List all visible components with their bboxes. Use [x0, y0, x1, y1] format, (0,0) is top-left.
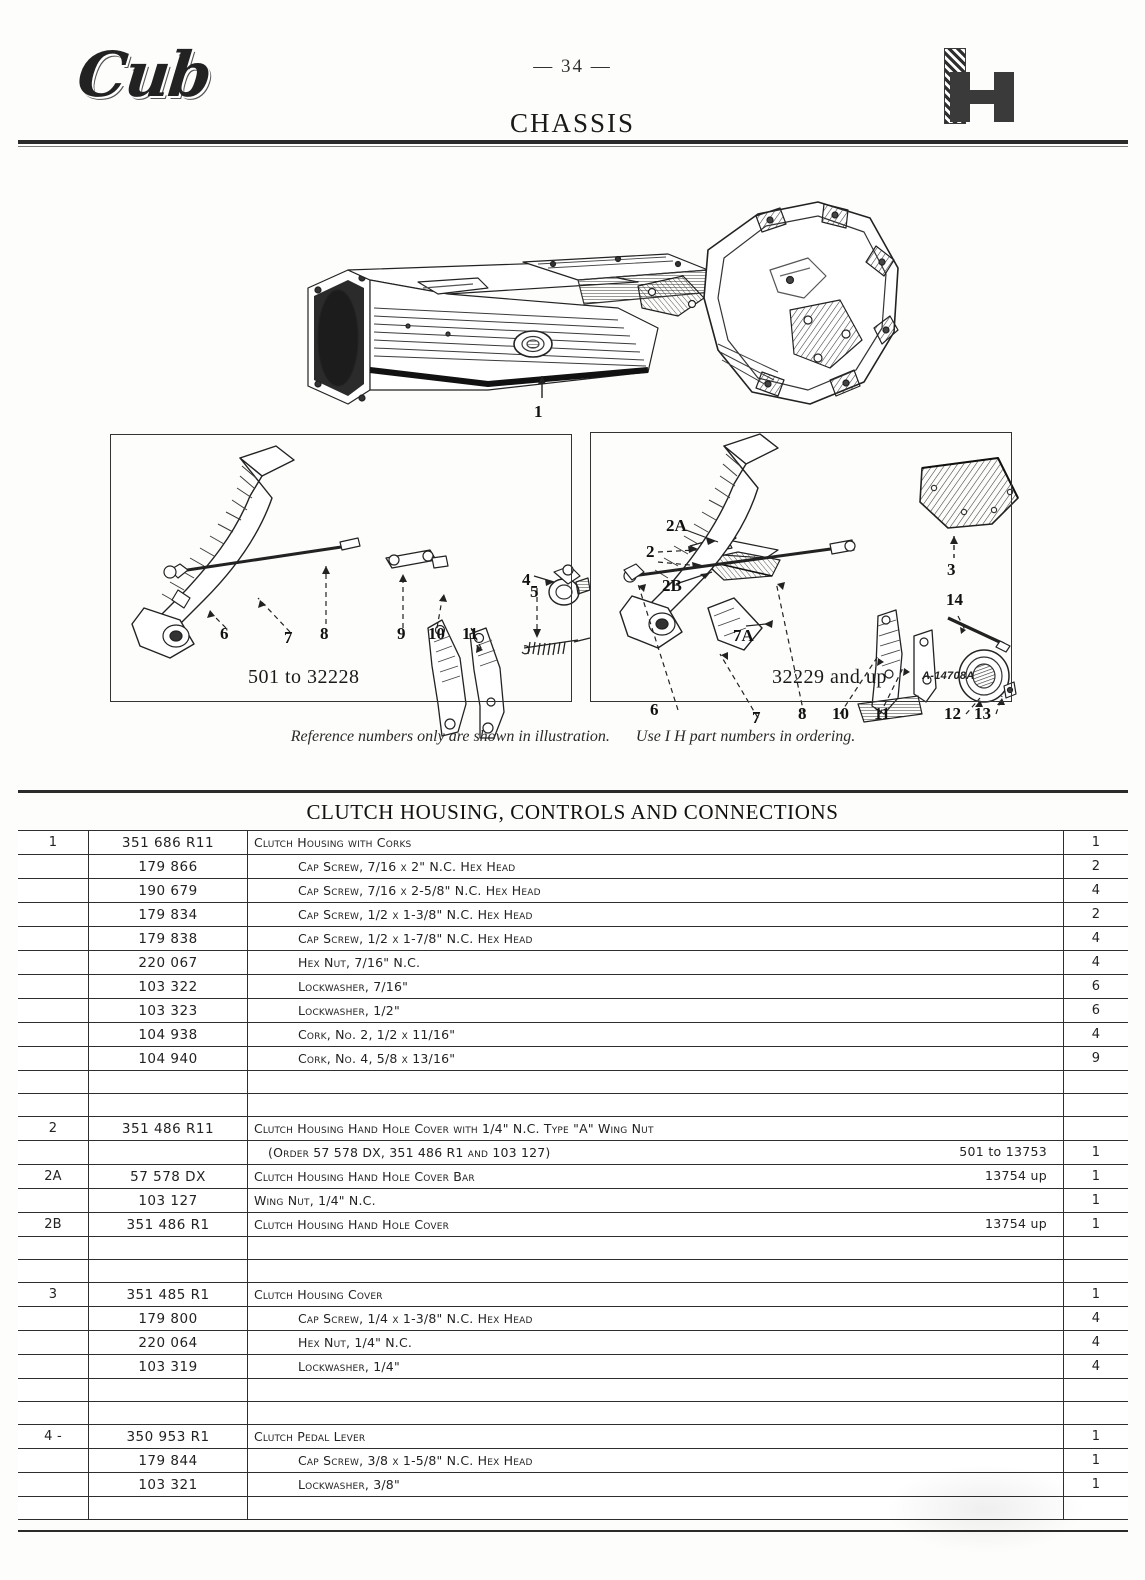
cell-description	[248, 1283, 1064, 1307]
description-text: Clutch Housing Hand Hole Cover Bar	[254, 1169, 475, 1184]
detail-box-early-label: 501 to 32228	[248, 666, 360, 688]
callout-7a: 7A	[733, 626, 754, 645]
cell-part-number: 351 486 R1	[89, 1213, 248, 1237]
cell-description	[248, 1094, 1064, 1117]
callout-5: 5	[530, 582, 539, 601]
cell-quantity: 1	[1064, 1449, 1129, 1473]
cell-quantity	[1064, 1402, 1129, 1425]
table-row	[18, 999, 1128, 1023]
table-row	[18, 1047, 1128, 1071]
cell-quantity	[1064, 1260, 1129, 1283]
cell-part-number	[89, 1094, 248, 1117]
cell-part-number: 57 578 DX	[89, 1165, 248, 1189]
cell-reference-number	[18, 1023, 89, 1047]
description-text: Cap Screw, 1/2 x 1-7/8" N.C. Hex Head	[298, 931, 533, 946]
table-row	[18, 879, 1128, 903]
table-bottom-divider	[18, 1530, 1128, 1532]
cell-description	[248, 1213, 1064, 1237]
cell-description	[248, 1141, 1064, 1165]
cell-description	[248, 1237, 1064, 1260]
cell-description	[248, 903, 1064, 927]
cell-description	[248, 975, 1064, 999]
callout-14: 14	[946, 590, 963, 609]
cell-reference-number	[18, 951, 89, 975]
callout-13: 13	[974, 704, 991, 723]
cell-description	[248, 855, 1064, 879]
table-row	[18, 1355, 1128, 1379]
cell-part-number: 103 323	[89, 999, 248, 1023]
cell-quantity	[1064, 1379, 1129, 1402]
cell-description	[248, 1355, 1064, 1379]
table-row	[18, 975, 1128, 999]
description-text: Cap Screw, 7/16 x 2" N.C. Hex Head	[298, 859, 516, 874]
callout-9-left: 9	[397, 624, 406, 643]
cell-part-number	[89, 1260, 248, 1283]
cell-part-number: 103 127	[89, 1189, 248, 1213]
cell-reference-number	[18, 1331, 89, 1355]
cell-quantity: 4	[1064, 951, 1129, 975]
cell-reference-number: 3	[18, 1283, 89, 1307]
page-number: — 34 —	[533, 56, 612, 77]
cell-part-number: 104 938	[89, 1023, 248, 1047]
cell-part-number: 104 940	[89, 1047, 248, 1071]
cell-quantity: 2	[1064, 903, 1129, 927]
table-row	[18, 1094, 1128, 1117]
table-row	[18, 1141, 1128, 1165]
cell-part-number: 179 838	[89, 927, 248, 951]
callout-4: 4	[522, 570, 531, 589]
callout-11-left: 11	[462, 624, 479, 643]
cell-description	[248, 1023, 1064, 1047]
cell-part-number: 220 067	[89, 951, 248, 975]
cell-part-number	[89, 1379, 248, 1402]
cell-reference-number	[18, 1449, 89, 1473]
callout-1: 1	[534, 402, 543, 421]
cell-part-number: 350 953 R1	[89, 1425, 248, 1449]
description-text: Cap Screw, 3/8 x 1-5/8" N.C. Hex Head	[298, 1453, 533, 1468]
description-text: (Order 57 578 DX, 351 486 R1 and 103 127)	[268, 1145, 551, 1160]
cell-description	[248, 1331, 1064, 1355]
table-row	[18, 1402, 1128, 1425]
cell-quantity	[1064, 1071, 1129, 1094]
description-text: Clutch Housing Cover	[254, 1287, 383, 1302]
description-text: Clutch Housing with Corks	[254, 835, 412, 850]
cell-quantity: 4	[1064, 879, 1129, 903]
cell-reference-number	[18, 903, 89, 927]
cell-description	[248, 1379, 1064, 1402]
cell-reference-number	[18, 1094, 89, 1117]
description-text: Wing Nut, 1/4" N.C.	[254, 1193, 376, 1208]
description-text: Cork, No. 2, 1/2 x 11/16"	[298, 1027, 456, 1042]
cell-description	[248, 927, 1064, 951]
detail-box-early-serials	[110, 434, 572, 702]
cell-quantity: 1	[1064, 1189, 1129, 1213]
cell-reference-number	[18, 1473, 89, 1497]
cell-reference-number	[18, 879, 89, 903]
cell-reference-number	[18, 1497, 89, 1520]
cell-part-number: 220 064	[89, 1331, 248, 1355]
cell-description	[248, 1260, 1064, 1283]
callout-11-right: 11	[874, 704, 891, 723]
description-text: Lockwasher, 7/16"	[298, 979, 409, 994]
table-row	[18, 1260, 1128, 1283]
callout-6-left: 6	[220, 624, 229, 643]
ih-logo-icon	[944, 48, 1020, 128]
table-row	[18, 927, 1128, 951]
cub-brand-logo: Cub	[74, 38, 214, 111]
callout-2b: 2B	[662, 576, 682, 595]
cell-part-number	[89, 1071, 248, 1094]
parts-table-title: CLUTCH HOUSING, CONTROLS AND CONNECTIONS	[306, 800, 839, 824]
cell-description	[248, 1189, 1064, 1213]
serial-range: 13754 up	[985, 1216, 1047, 1231]
table-row	[18, 1023, 1128, 1047]
figure-note-part2: Use I H part numbers in ordering.	[635, 728, 856, 745]
cell-reference-number: 2B	[18, 1213, 89, 1237]
serial-range: 501 to 13753	[959, 1144, 1047, 1159]
description-text: Lockwasher, 3/8"	[298, 1477, 400, 1492]
parts-table	[18, 830, 1128, 1520]
cell-part-number: 103 319	[89, 1355, 248, 1379]
cell-reference-number	[18, 1379, 89, 1402]
cell-reference-number	[18, 975, 89, 999]
cell-quantity: 6	[1064, 975, 1129, 999]
table-row	[18, 1237, 1128, 1260]
cell-part-number: 179 834	[89, 903, 248, 927]
cell-reference-number	[18, 1071, 89, 1094]
callout-2a: 2A	[666, 516, 687, 535]
table-row	[18, 1425, 1128, 1449]
description-text: Cap Screw, 1/4 x 1-3/8" N.C. Hex Head	[298, 1311, 533, 1326]
table-row	[18, 1165, 1128, 1189]
cell-reference-number: 2	[18, 1117, 89, 1141]
callout-7-right: 7	[752, 708, 761, 727]
table-row	[18, 855, 1128, 879]
description-text: Cork, No. 4, 5/8 x 13/16"	[298, 1051, 456, 1066]
cell-quantity: 4	[1064, 927, 1129, 951]
table-row	[18, 1379, 1128, 1402]
cell-quantity: 4	[1064, 1023, 1129, 1047]
drawing-number: A-14708A	[922, 670, 975, 682]
description-text: Hex Nut, 7/16" N.C.	[298, 955, 421, 970]
callout-8-left: 8	[320, 624, 329, 643]
cell-reference-number	[18, 1189, 89, 1213]
cell-quantity: 1	[1064, 1425, 1129, 1449]
cell-part-number: 351 686 R11	[89, 831, 248, 855]
callout-10-right: 10	[832, 704, 849, 723]
table-row	[18, 1117, 1128, 1141]
description-text: Hex Nut, 1/4" N.C.	[298, 1335, 413, 1350]
scan-smudge	[885, 1464, 1085, 1554]
cell-quantity: 9	[1064, 1047, 1129, 1071]
callout-12: 12	[944, 704, 961, 723]
table-row	[18, 831, 1128, 855]
cell-description	[248, 1117, 1064, 1141]
cell-reference-number	[18, 1141, 89, 1165]
cell-quantity: 1	[1064, 1165, 1129, 1189]
cell-description	[248, 1165, 1064, 1189]
cell-quantity: 1	[1064, 831, 1129, 855]
cell-quantity: 1	[1064, 1473, 1129, 1497]
description-text: Lockwasher, 1/2"	[298, 1003, 400, 1018]
cell-description	[248, 951, 1064, 975]
cell-quantity: 4	[1064, 1355, 1129, 1379]
table-top-divider	[18, 790, 1128, 793]
cell-reference-number: 2A	[18, 1165, 89, 1189]
cell-part-number: 179 844	[89, 1449, 248, 1473]
callout-7-left: 7	[284, 628, 293, 647]
description-text: Clutch Pedal Lever	[254, 1429, 366, 1444]
cell-part-number: 351 485 R1	[89, 1283, 248, 1307]
header-divider	[18, 140, 1128, 144]
cell-reference-number	[18, 855, 89, 879]
cell-reference-number	[18, 1047, 89, 1071]
table-row	[18, 1071, 1128, 1094]
cell-part-number: 190 679	[89, 879, 248, 903]
table-row	[18, 951, 1128, 975]
callout-2: 2	[646, 542, 655, 561]
table-row	[18, 1189, 1128, 1213]
cell-part-number: 103 322	[89, 975, 248, 999]
cell-part-number: 103 321	[89, 1473, 248, 1497]
cell-reference-number	[18, 1402, 89, 1425]
cell-part-number	[89, 1141, 248, 1165]
cell-quantity: 1	[1064, 1213, 1129, 1237]
figure-note	[18, 728, 1128, 746]
serial-range: 13754 up	[985, 1168, 1047, 1183]
table-row	[18, 903, 1128, 927]
description-text: Lockwasher, 1/4"	[298, 1359, 400, 1374]
callout-8-right: 8	[798, 704, 807, 723]
cell-description	[248, 1047, 1064, 1071]
description-text: Clutch Housing Hand Hole Cover with 1/4" N.C. Type "A" Wing Nut	[254, 1121, 654, 1136]
cell-quantity: 4	[1064, 1307, 1129, 1331]
cell-description	[248, 879, 1064, 903]
cell-quantity: 4	[1064, 1331, 1129, 1355]
cell-part-number: 179 800	[89, 1307, 248, 1331]
cell-part-number	[89, 1497, 248, 1520]
cell-description	[248, 999, 1064, 1023]
description-text: Clutch Housing Hand Hole Cover	[254, 1217, 450, 1232]
cell-quantity: 1	[1064, 1141, 1129, 1165]
description-text: Cap Screw, 1/2 x 1-3/8" N.C. Hex Head	[298, 907, 533, 922]
cell-description	[248, 1071, 1064, 1094]
cell-reference-number	[18, 1355, 89, 1379]
cell-reference-number	[18, 927, 89, 951]
cell-reference-number: 1	[18, 831, 89, 855]
cell-quantity	[1064, 1117, 1129, 1141]
illustration-figure	[18, 158, 1128, 778]
cell-quantity	[1064, 1094, 1129, 1117]
page-header	[0, 0, 1145, 150]
cell-part-number	[89, 1402, 248, 1425]
cell-quantity: 1	[1064, 1283, 1129, 1307]
cell-description	[248, 1307, 1064, 1331]
table-row	[18, 1213, 1128, 1237]
cell-reference-number	[18, 999, 89, 1023]
cell-reference-number	[18, 1307, 89, 1331]
cell-quantity: 6	[1064, 999, 1129, 1023]
cell-description	[248, 1425, 1064, 1449]
cell-part-number: 179 866	[89, 855, 248, 879]
cell-description	[248, 1402, 1064, 1425]
cell-reference-number	[18, 1260, 89, 1283]
callout-6-right: 6	[650, 700, 659, 719]
cell-description	[248, 831, 1064, 855]
cell-quantity: 2	[1064, 855, 1129, 879]
table-row	[18, 1307, 1128, 1331]
cell-reference-number	[18, 1237, 89, 1260]
detail-box-late-label: 32229 and up	[772, 666, 887, 688]
cell-part-number	[89, 1237, 248, 1260]
cell-quantity	[1064, 1237, 1129, 1260]
callout-3: 3	[947, 560, 956, 579]
table-row	[18, 1283, 1128, 1307]
callout-10-left: 10	[428, 624, 445, 643]
cell-part-number: 351 486 R11	[89, 1117, 248, 1141]
figure-note-part1: Reference numbers only are shown in illustration.	[290, 728, 610, 745]
cell-reference-number: 4 -	[18, 1425, 89, 1449]
detail-box-late-serials	[590, 432, 1012, 702]
section-title: CHASSIS	[509, 108, 636, 138]
table-row	[18, 1331, 1128, 1355]
description-text: Cap Screw, 7/16 x 2-5/8" N.C. Hex Head	[298, 883, 541, 898]
